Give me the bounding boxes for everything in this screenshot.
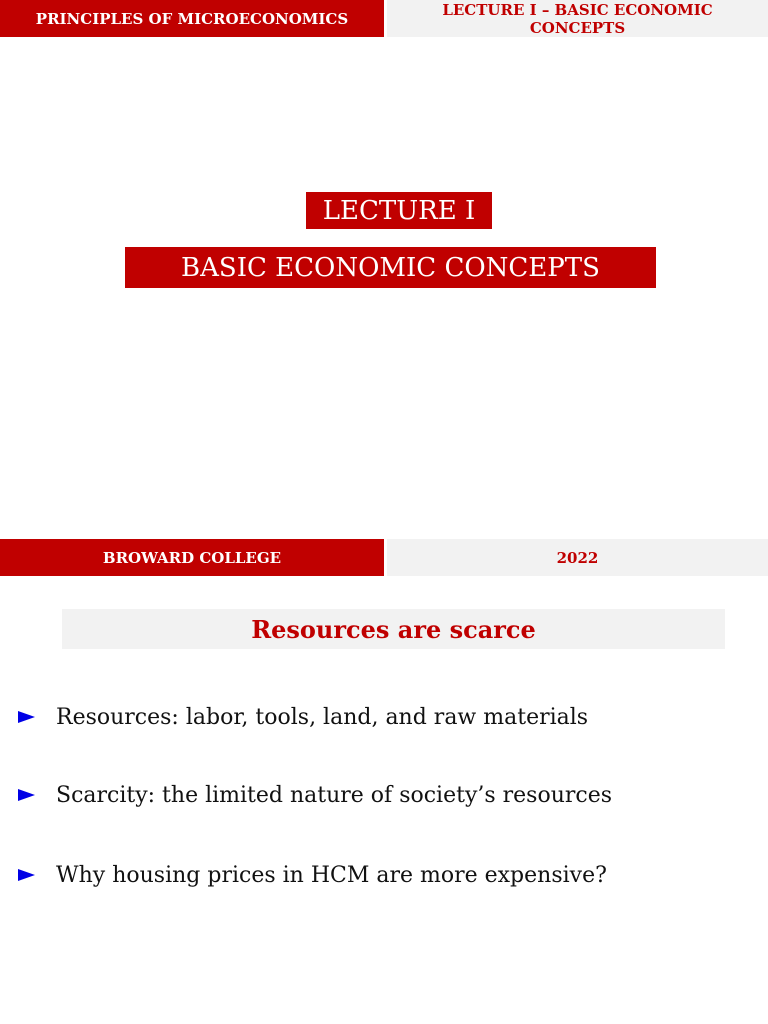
header-lecture-title-text: LECTURE I – BASIC ECONOMIC CONCEPTS bbox=[442, 0, 713, 37]
slide-2-title-text: Resources are scarce bbox=[251, 614, 536, 644]
bullet-text: Why housing prices in HCM are more expensive? bbox=[56, 862, 607, 888]
header-lecture-title bbox=[387, 0, 768, 37]
slide-2-title bbox=[62, 609, 725, 649]
bullet-arrow-icon bbox=[18, 869, 35, 881]
footer-year bbox=[387, 539, 768, 576]
footer-year-text: 2022 bbox=[556, 548, 599, 567]
footer-institution-text: BROWARD COLLEGE bbox=[102, 548, 282, 567]
bullet-text: Scarcity: the limited nature of society’s resources bbox=[56, 782, 613, 808]
lecture-title-banner bbox=[125, 247, 656, 288]
header-course-title bbox=[0, 0, 384, 37]
lecture-number-text: LECTURE I bbox=[322, 195, 476, 226]
bullet-item bbox=[18, 860, 607, 890]
lecture-title-text: BASIC ECONOMIC CONCEPTS bbox=[181, 252, 600, 283]
bullet-item bbox=[18, 780, 612, 810]
header-course-title-text: PRINCIPLES OF MICROECONOMICS bbox=[35, 9, 349, 28]
bullet-arrow-icon bbox=[18, 711, 35, 723]
bullet-text: Resources: labor, tools, land, and raw materials bbox=[56, 704, 589, 730]
lecture-number-label bbox=[306, 192, 492, 229]
footer-institution bbox=[0, 539, 384, 576]
bullet-arrow-icon bbox=[18, 789, 35, 801]
bullet-item bbox=[18, 702, 588, 732]
